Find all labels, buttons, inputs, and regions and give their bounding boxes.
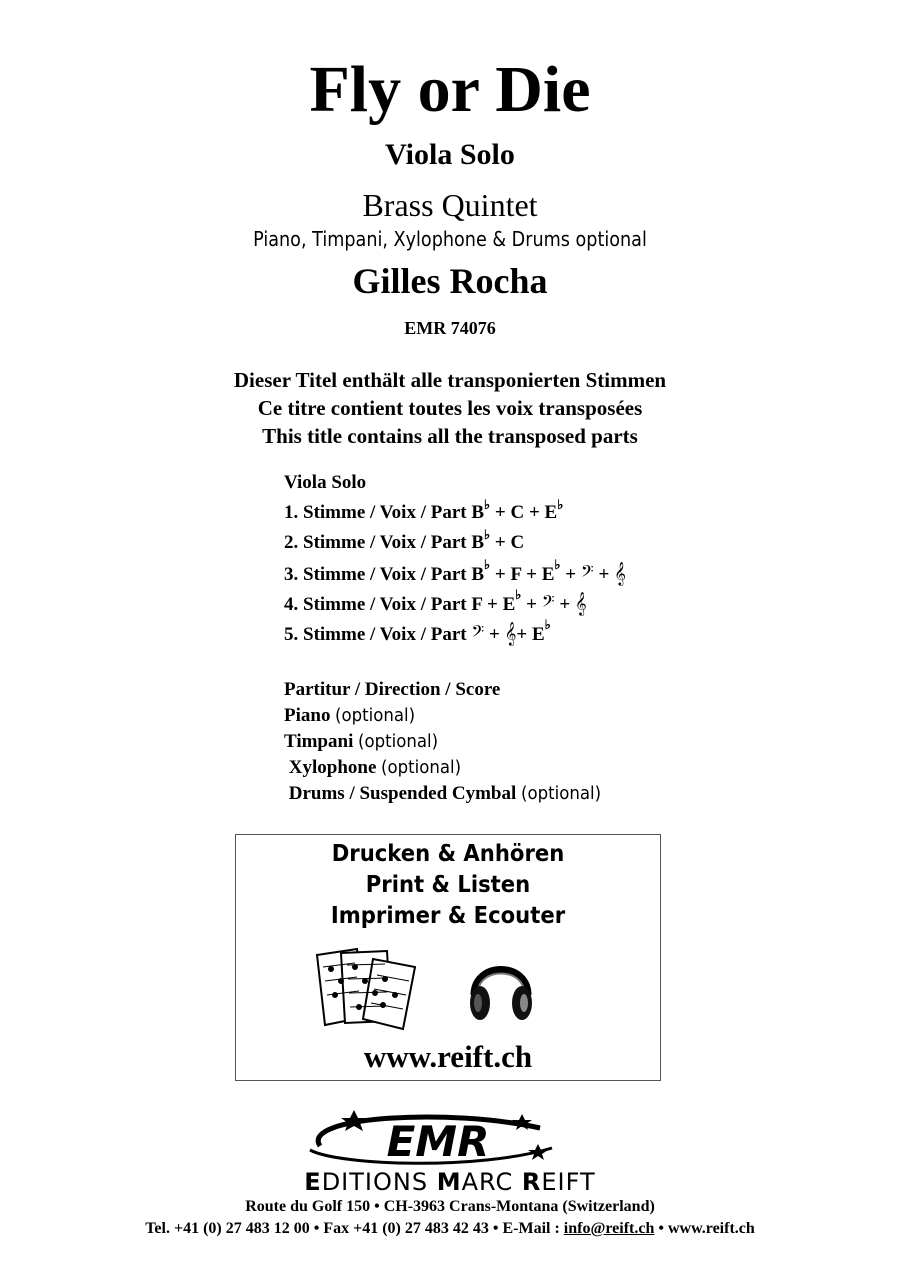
notice-fr: Ce titre contient toutes les voix transposées bbox=[257, 396, 643, 420]
promo-line-de: Drucken & Anhören bbox=[331, 841, 565, 867]
flat-sign: ♭ bbox=[484, 497, 491, 512]
flat-sign: ♭ bbox=[484, 527, 491, 542]
part-1: 1. Stimme / Voix / Part B♭ + C + E♭ bbox=[284, 497, 564, 523]
flat-sign: ♭ bbox=[515, 587, 522, 602]
bass-clef-icon: 𝄢 bbox=[580, 561, 594, 585]
flat-sign: ♭ bbox=[557, 497, 564, 512]
bass-clef-icon: 𝄢 bbox=[471, 621, 485, 645]
logo-text: EMR bbox=[386, 1117, 490, 1166]
headphones-icon bbox=[466, 947, 536, 1027]
catalog-number: EMR 74076 bbox=[404, 318, 496, 338]
flat-sign: ♭ bbox=[484, 557, 491, 572]
notice-de: Dieser Titel enthält alle transponierten Stimmen bbox=[233, 368, 667, 392]
publisher-contact: Tel. +41 (0) 27 483 12 00 • Fax +41 (0) 27 483 42 43 • E-Mail : info@reift.ch • www.reift.ch bbox=[145, 1220, 755, 1237]
sheet-music-icon bbox=[311, 945, 421, 1031]
extra-parts-list bbox=[284, 677, 608, 807]
bass-clef-icon: 𝄢 bbox=[541, 591, 555, 615]
email-link[interactable]: info@reift.ch bbox=[563, 1220, 655, 1237]
part-solo: Viola Solo bbox=[284, 472, 367, 493]
publisher-address: Route du Golf 150 • CH-3963 Crans-Montana (Switzerland) bbox=[245, 1198, 655, 1215]
publisher-name: EDITIONS MARC REIFT bbox=[304, 1168, 596, 1196]
part-4: 4. Stimme / Voix / Part F + E♭ + 𝄢 + 𝄞 bbox=[284, 587, 587, 615]
emr-logo bbox=[300, 1106, 560, 1170]
treble-clef-icon: 𝄞 bbox=[504, 621, 517, 645]
flat-sign: ♭ bbox=[554, 557, 561, 572]
notice-en: This title contains all the transposed parts bbox=[262, 424, 638, 448]
composer: Gilles Rocha bbox=[352, 261, 548, 301]
subtitle: Viola Solo bbox=[385, 138, 515, 171]
print-listen-box bbox=[235, 834, 661, 1081]
part-3: 3. Stimme / Voix / Part B♭ + F + E♭ + 𝄢 + 𝄞 bbox=[284, 557, 626, 585]
flat-sign: ♭ bbox=[544, 617, 551, 632]
transposition-notice bbox=[0, 366, 900, 450]
part-2: 2. Stimme / Voix / Part B♭ + C bbox=[284, 527, 525, 553]
optional-instruments: Piano, Timpani, Xylophone & Drums optional bbox=[253, 227, 647, 251]
timpani-item: Timpani (optional) bbox=[284, 731, 439, 752]
website-link[interactable]: www.reift.ch bbox=[363, 1039, 533, 1074]
xylophone-item: Xylophone (optional) bbox=[288, 757, 462, 778]
drums-item: Drums / Suspended Cymbal (optional) bbox=[288, 783, 602, 804]
page-title: Fly or Die bbox=[309, 53, 591, 126]
parts-list bbox=[284, 468, 626, 648]
promo-line-fr: Imprimer & Ecouter bbox=[330, 903, 566, 929]
piano-item: Piano (optional) bbox=[284, 705, 416, 726]
ensemble: Brass Quintet bbox=[362, 187, 538, 223]
promo-line-en: Print & Listen bbox=[365, 872, 531, 898]
treble-clef-icon: 𝄞 bbox=[614, 561, 626, 585]
treble-clef-icon: 𝄞 bbox=[574, 591, 587, 615]
score-item: Partitur / Direction / Score bbox=[284, 679, 501, 700]
part-5: 5. Stimme / Voix / Part 𝄢 + 𝄞+ E♭ bbox=[284, 617, 551, 645]
